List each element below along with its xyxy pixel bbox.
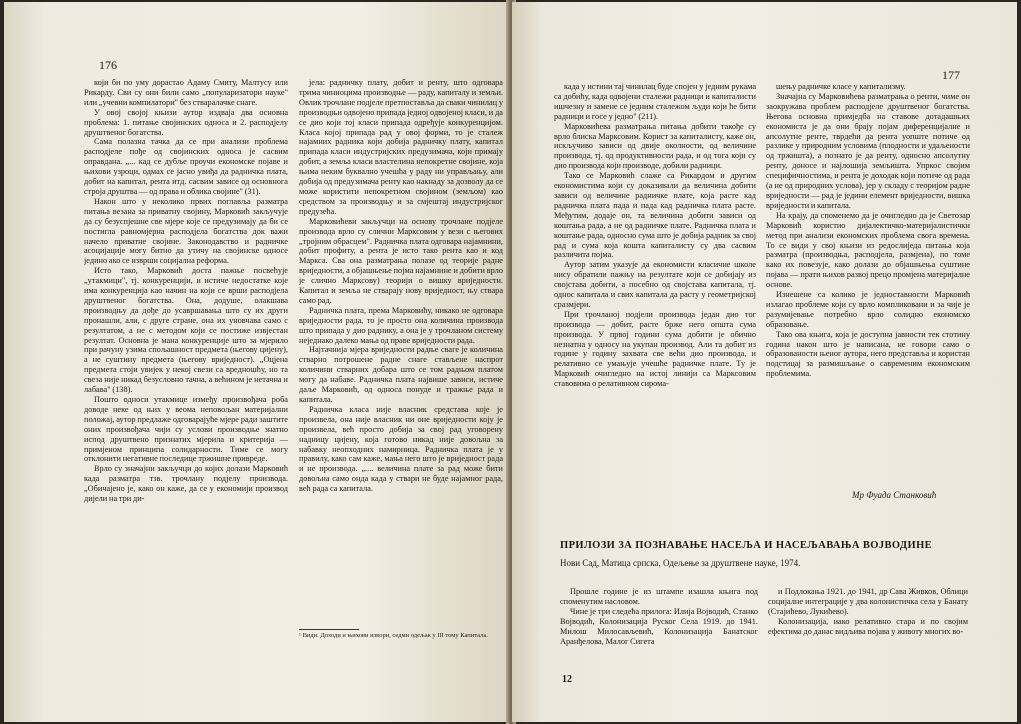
publication-info: Нови Сад, Матица српска, Одељење за друштвене науке, 1974. xyxy=(560,558,801,568)
paragraph: Пошто односи утакмице између произвођача роба доводе неке од њих у веома неповољан материјални положај, аутор предлаже одговарајуће мјере ради заштите оних произвођача чији су услови производње знатно испод друштвено признатих мјерила и критерија — примјеном принципа солидарности. Тиме се могу отклонити негативне последице тржишне привреде. xyxy=(84,395,288,464)
paragraph: и Подлокања 1921. до 1941, др Сава Живков, Облици социјалне интеграције у два колонистичка села у Банату (Стајићево, Лукићево). xyxy=(768,587,968,616)
right-bottom-column-1 xyxy=(560,587,758,663)
paragraph: Најтачнија мјера вриједности радње сваге је количина стварно потрошене радне снаге стављене наспрот количини стварних добара што се том радњом платом могу да набаве. Радничка плата највише зависи, истиче даље Марковић, од односа понуде и тражње рада и капитала. xyxy=(299,345,503,404)
paragraph: Прошле године је из штампе изашла књига под споменутим насловом. xyxy=(560,587,758,606)
paragraph: Сама полазна тачка да се при анализи проблема расподјеле пође од својинских односа је сасвим оправдана. „... кад се дубље проучи економске појаве и њихови узроци, одмах се јасно увиђа да радничка плата, добит на капитал, рента итд. сасвим зависе од основнога строја друштва — од права и облика својине" (31). xyxy=(84,137,288,196)
paragraph: Чине је три следећа прилога: Илија Војводић, Станко Војводић, Колонизација Руског Села 1919. до 1941. Милош Милосављевић, Колонизација Банатског Аранђелова, Малог Сигета xyxy=(560,606,758,646)
paragraph: На крају, да споменемо да је очигледно да је Светозар Марковић користио дијалектичко-материјалистички метод при анализи економских проблема свога времена. То се види у свој књизи из редослиједа питања која разматра (производња, расподјела, размјена), по томе како их повезује, како долази до објашњења суштине појава — прати њихов развој прецо промјена материјалне основе. xyxy=(766,210,970,290)
paragraph: Значајна су Марковићева разматрања о ренти, чиме он заокружава проблем расподјеле друштвеног богатства. Његова основна примједба на ставове дотадашњих економиста је да они брају појам диференцијалне и апсолутне ренте, тврдећи да рента уопште потиче од разлике у природним условима (плодности и удаљености од тржишта), а познато је да ренту, односно апсолутну ренту, доносе и најлошија земљишта. Упркос својим специфичностима, и рента је доходак који потиче од рада (а не од природних услова), јер у складу с теоријом радне вриједности — рад је једини елемент вриједности, вишка вриједности и капитала. xyxy=(766,91,970,210)
paragraph: Радничка плата, према Марковићу, никако не одговара вриједности рада, то је просто она количина производа што припада у дио раднику, а она је у трочланом систему неједнако далеко мања од праве вриједности рада. xyxy=(299,305,503,345)
footnote-rule xyxy=(299,629,359,630)
right-bottom-column-2 xyxy=(768,587,968,663)
page-number-right: 177 xyxy=(942,68,960,82)
paragraph: који би по уму дорастао Адаму Смиту, Малтусу или Рикарду. Сви су они били само „популаризатори науке" или „учевни компилатори" без стваралачке снаге. xyxy=(84,78,288,107)
section-heading: ПРИЛОЗИ ЗА ПОЗНАВАЊЕ НАСЕЉА И НАСЕЉАВАЊА ВОЈВОДИНЕ xyxy=(560,540,933,551)
paragraph: Изнешене са колико је једноставности Марковић излагао проблеме који су врло компликовани и за чије је разумијевање потребно врло солидно економско образовање. xyxy=(766,290,970,329)
left-page xyxy=(4,2,510,722)
left-column-1 xyxy=(84,78,288,638)
right-page xyxy=(512,2,1017,722)
right-column-1 xyxy=(554,82,756,410)
printer-signature-mark: 12 xyxy=(562,674,572,685)
right-column-2 xyxy=(766,82,970,382)
paragraph: Тако ова књига, која је доступна јавности тек стотину година након што је написана, не говори само о образованости њеног аутора, него представља и користан подстицај за размишљање о савременим економским проблемима. xyxy=(766,329,970,379)
paragraph: Радничка класа није власник средстава које је произвела, она није власник ни оне вриједности коју је произвела, већ просто добија за свој рад уговорену надницу цијену, која готово никад није довољна за набавку неопходних намирница. Радничка плата је у правилу, како сам каже, мања него што је вриједност рада и не производа. „.... величина плате за рад може бити довољна само онда када у ствари не буде најамног рада, већ рада са капитала. xyxy=(299,404,503,494)
paragraph: јела: радничку плату, добит и ренту, што одговара трима чиниоцима производње — раду, капиталу и земљи. Овлик трочлане подјеле претпоставља да сваки чинилац у производњи одвојено припада једној одвојеној класи, и да се дио који тој класи припада одређује конкуренцијом. Класа којој припада рад у овој форми, то је сталеж најамних радника који добија радничку плату, капитал припада класи индустријских предузимача, који примају добит, а земља класи властелина непокретне својине, која њима неким буквално учешћа у раду ни управљању, али добија од предузимача ренту као накнаду за дозволу да се може користити непокретном својином (земљом) као средством за производњу и за смјештај индустријског предузећа. xyxy=(299,78,503,216)
paragraph: Марковићеви закључци на основу трочлане подјеле производа врло су слични Марксовим у вези с његових „тројним обрасцем". Радничка плата одговара најамнини, добит профиту, а рента је исто тако рента као и код Маркса. Сва она разматрања полазе од теорије радне вриједности, а објашњење појма најамнине и добити врло је слично Марксову) теорији о вишку вриједности. Капитал и земља не стварају нову вриједност, њу ствара само рад. xyxy=(299,216,503,305)
page-number-left: 176 xyxy=(99,58,117,72)
footnote: ¹ Види. Доходи и њихови извори, седми одељак у III тому Капитала. xyxy=(299,632,488,639)
paragraph: када у истини тај чинилац буде спојен у једним рукама са добићу, када одвојени сталежи радници и капиталисти ишчезну и замене се једним сталежом људи који ће бити радници и госе у једно" (211). xyxy=(554,82,756,121)
paragraph: Колонизација, иако релативно стара и по својим ефектима до данас видљива појава у животу многих во- xyxy=(768,616,968,636)
paragraph: Након што у неколико првих поглавља разматра питања везана за приватну својину, Марковић закључује да су безуспјешне све мјере које се предузимају да би се постигла равномјерна расподјела богатства док важи начело приватне својине. Законодавство и радничке асоцијације могу битно да утичу на својинске односе једино ако се изврши социјална реформа. xyxy=(84,196,288,266)
paragraph: Аутор затим указује да економисти класичне школе нису обратили пажњу на резултате који се добијају из својстава добити, а посебно од својстава капитала, тј. однос капитала и свих капитала да расту у геометријској сразмјери. xyxy=(554,260,756,309)
left-column-2 xyxy=(299,78,503,626)
paragraph: При трочланој подјели производа један дио тог производа — добит, расте брже него општа сума производа. У првој години сума добити је обично незнатна у односу на укупан производ. Али та добит из године у годину захвата све већи дио производа, и релативно се умањује учешће радничке плате. Ту је Марковић очигледно на истој линији са Марксовим ставовима о релативном сирома- xyxy=(554,309,756,389)
paragraph: Тако се Марковић слаже са Рикардом и другим економистима који су доказивали да величина добити зависи од величине радничке плате, која расте кад радничка плата пада и пада кад радничка плата расте. Међутим, додаје он, та величина добити зависи од коштања рада, а не од радничке плате. Радничка плата и коштање рада, односно сума што је добија радник за свој рад и сума која кошта капиталисту су два сасвим различита појма. xyxy=(554,171,756,260)
paragraph: Врло су значајни закључци до којих долази Марковић када разматра тзв. трочлану подјелу производа. „Обичајено је, како он каже, да се у економији производ дијели на три ди- xyxy=(84,464,288,504)
paragraph: шењу радничке класе у капитализму. xyxy=(776,82,906,91)
paragraph: Исто тако, Марковић доста пажње посвећује „утакмици", тј. конкуренцији, и истиче недостатке које има конкуренција као начин на који се врши расподјела друштвеног богатства. Она, додуше, олакшава производњу да дође до усавршавања што су их други пронашли, али, с друге стране, она их уновчава само с резултатом, а не с методом који се постиже извјестан резултат. Основна је мана конкуренције што за мјерило при рачуну узима спољашност предмета (његову цијену), а не суштину предмета (његову вриједност). „Оцјена предмета стоји увијек у некој свези са вредношћу, но та свеза није никад безусловно тачна, а већином је нетачна и лабава" (138). xyxy=(84,266,288,395)
author-signature: Мр Фуада Станковић xyxy=(852,490,937,500)
paragraph: У овој својој књизи аутор издваја два основна проблема: 1. питање својинских односа и 2. расподјелу друштвеног богатства. xyxy=(84,107,288,137)
paragraph: Марковићева разматрања питања добити такође су врло блиска Марксовим. Корист за капиталисту, каже он, искључиво зависи од двије околности, од величине производа, тј. од продуктивности рада, и од тога који су дио производа који производе, добили радници. xyxy=(554,121,756,171)
